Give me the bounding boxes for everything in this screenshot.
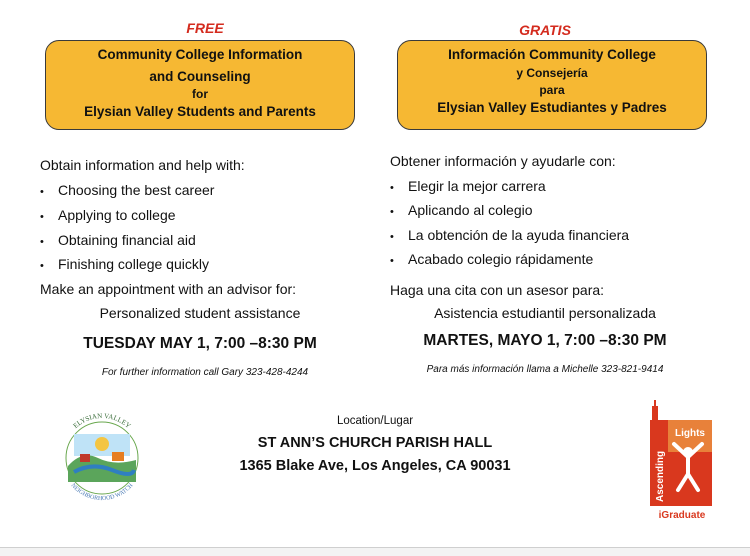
- spanish-box-line-3: para: [539, 82, 565, 97]
- spanish-contact: Para más información llama a Michelle 323-821-9414: [426, 364, 664, 375]
- spanish-event-date: MARTES, MAYO 1, 7:00 –8:30 PM: [423, 332, 667, 349]
- venue-address: 1365 Blake Ave, Los Angeles, CA 90031: [239, 458, 511, 474]
- spanish-bullet-text: Acabado colegio rápidamente: [408, 251, 594, 267]
- bullet-icon: •: [40, 211, 44, 223]
- ascending-lights-logo: [650, 398, 714, 520]
- logo-lights-text: Lights: [675, 428, 705, 439]
- english-bullet-item: [40, 182, 214, 198]
- spanish-bullet-item: [390, 202, 533, 218]
- bullet-icon: •: [390, 231, 394, 243]
- bullet-icon: •: [390, 255, 394, 267]
- english-appointment: Make an appointment with an advisor for:: [40, 281, 297, 297]
- spanish-assistance: Asistencia estudiantil personalizada: [434, 305, 656, 321]
- english-assistance: Personalized student assistance: [99, 305, 301, 321]
- bullet-icon: •: [390, 182, 394, 194]
- neighborhood-watch-logo: [52, 400, 152, 512]
- logo-arc-top-text: ELYSIAN VALLEY: [71, 411, 133, 431]
- spanish-bullet-item: [390, 251, 593, 267]
- location-label: Location/Lugar: [336, 415, 414, 427]
- english-bullet-item: [40, 207, 176, 223]
- spanish-appointment: Haga una cita con un asesor para:: [390, 282, 605, 298]
- english-contact: For further information call Gary 323-428-4244: [101, 367, 309, 378]
- english-box-line-4: Elysian Valley Students and Parents: [84, 104, 316, 119]
- spanish-info-box: [397, 40, 707, 130]
- venue-name: ST ANN’S CHURCH PARISH HALL: [257, 435, 493, 451]
- bullet-icon: •: [40, 186, 44, 198]
- spanish-bullet-text: Aplicando al colegio: [408, 202, 533, 218]
- spanish-bullet-text: La obtención de la ayuda financiera: [408, 227, 630, 243]
- spanish-bullet-item: [390, 227, 629, 243]
- bullet-icon: •: [390, 206, 394, 218]
- spanish-box-line-1: Información Community College: [448, 47, 656, 62]
- spanish-box-line-4: Elysian Valley Estudiantes y Padres: [437, 99, 667, 115]
- english-event-date: TUESDAY MAY 1, 7:00 –8:30 PM: [83, 335, 317, 352]
- logo-arc-bottom-text: NEIGHBORHOOD WATCH: [69, 482, 135, 503]
- spanish-bullet-item: [390, 178, 546, 194]
- bullet-icon: •: [40, 236, 44, 248]
- english-box-line-2: and Counseling: [149, 68, 251, 84]
- english-box-line-1: Community College Information: [97, 47, 303, 62]
- english-bullet-item: [40, 232, 196, 248]
- spanish-intro: Obtener información y ayudarle con:: [390, 153, 616, 169]
- free-heading: FREE: [186, 20, 224, 36]
- gratis-heading: GRATIS: [519, 22, 571, 38]
- english-bullet-text: Finishing college quickly: [58, 256, 209, 272]
- english-info-box: [45, 40, 355, 130]
- english-box-line-3: for: [192, 87, 208, 101]
- bullet-icon: •: [40, 260, 44, 272]
- page-bottom-edge: [0, 547, 750, 556]
- spanish-box-line-2: y Consejería: [516, 65, 588, 80]
- logo-igraduate-text: iGraduate: [658, 510, 706, 520]
- spanish-bullet-text: Elegir la mejor carrera: [408, 178, 546, 194]
- logo-ascending-text: Ascending: [655, 450, 666, 502]
- english-intro: Obtain information and help with:: [40, 157, 245, 173]
- english-bullet-text: Obtaining financial aid: [58, 232, 196, 248]
- english-bullet-item: [40, 256, 209, 272]
- english-bullet-text: Applying to college: [58, 207, 176, 223]
- english-bullet-text: Choosing the best career: [58, 182, 215, 198]
